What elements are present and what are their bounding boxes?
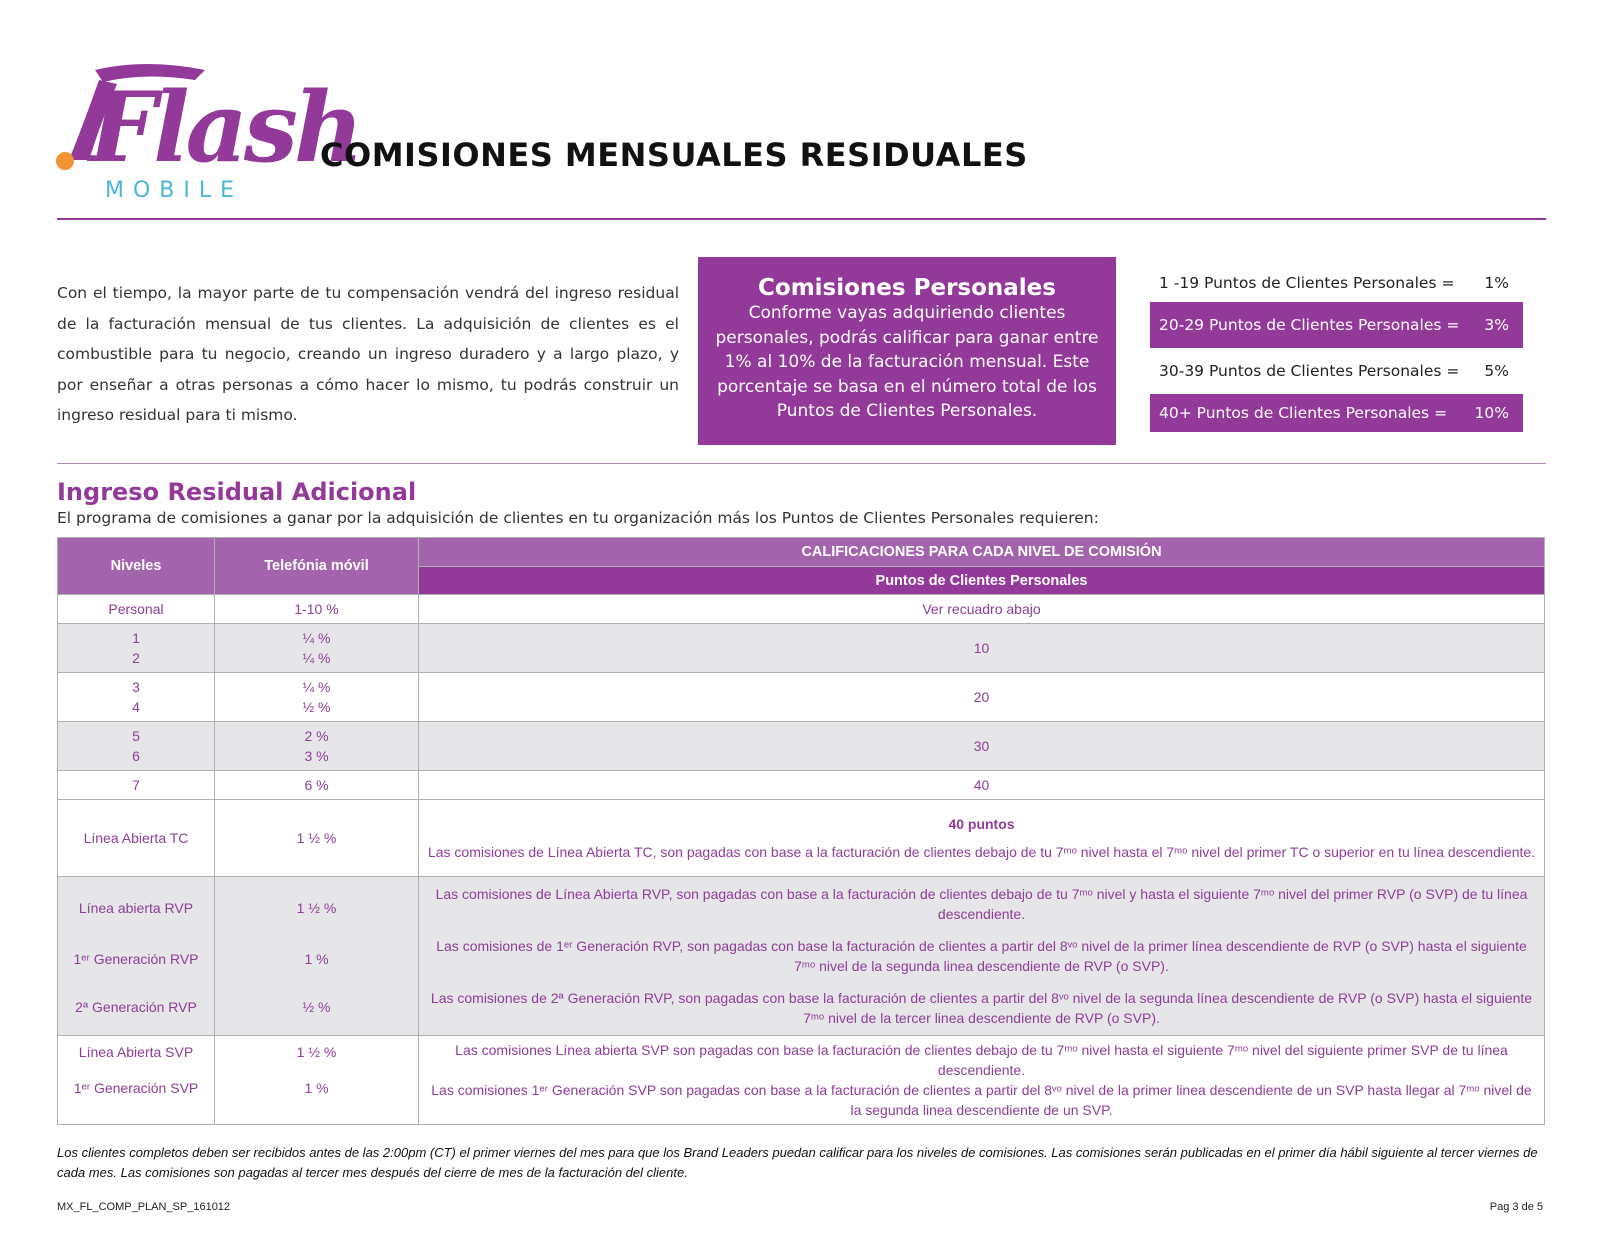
cell-nivel (58, 877, 215, 1036)
page-title: COMISIONES MENSUALES RESIDUALES (320, 136, 1028, 174)
nivel-value: 1 (132, 630, 140, 646)
nivel-value: 2ª Generación RVP (75, 999, 197, 1015)
svp-description: Las comisiones Línea abierta SVP son pagadas con base la facturación de clientes debajo de tu 7ᵐᵒ nivel hasta el siguiente 7ᵐᵒ nivel del siguiente primer SVP de tu línea descendiente. (455, 1042, 1508, 1078)
telefonia-value: ½ % (302, 699, 331, 715)
nivel-value: 6 (132, 748, 140, 764)
tc-description: Las comisiones de Línea Abierta TC, son pagadas con base a la facturación de clientes debajo de tu 7ᵐᵒ nivel hasta el 7ᵐᵒ nivel del primer TC o superior en tu línea descendiente. (427, 844, 1536, 860)
commission-table (57, 537, 1545, 1125)
tier-label: 30-39 Puntos de Clientes Personales = (1159, 362, 1460, 380)
cell-nivel: Personal (58, 595, 215, 624)
rvp-description: Las comisiones de 2ª Generación RVP, son pagadas con base la facturación de clientes a partir del 8ᵛᵒ nivel de la segunda línea descendiente de RVP (o SVP) hasta el siguiente 7ᵐᵒ nivel de la tercer linea descendiente de RVP (o SVP). (430, 990, 1533, 1026)
rvp-description: Las comisiones de 1ᵉʳ Generación RVP, son pagadas con base la facturación de clientes a partir del 8ᵛᵒ nivel de la primer línea descendiente de RVP (o SVP) hasta el siguiente 7ᵐᵒ nivel de la segunda linea descendiente de RVP (o SVP). (436, 938, 1527, 974)
telefonia-value: 1 ½ % (296, 1044, 337, 1060)
promo-body: Conforme vayas adquiriendo clientes personales, podrás calificar para ganar entre 1% al 10% de la facturación mensual. Este porcentaje se basa en el número total de los Puntos de Clientes Personales. (715, 303, 1099, 421)
cell-description (419, 877, 1545, 1036)
nivel-value: Línea abierta RVP (78, 900, 194, 916)
tier-row (1150, 394, 1523, 432)
personal-commissions-box (698, 257, 1116, 445)
logo-wordmark: Flash (89, 71, 360, 184)
cell-telefonia (215, 1036, 419, 1125)
cell-telefonia: 1 ½ % (215, 800, 419, 877)
telefonia-value: ¼ % (302, 630, 331, 646)
nivel-value: 1ᵉʳ Generación RVP (73, 951, 199, 967)
telefonia-value: 1 % (304, 1080, 329, 1096)
tier-value: 3% (1484, 316, 1509, 334)
table-row (58, 595, 1545, 624)
telefonia-value: 3 % (304, 748, 329, 764)
table-row (58, 624, 1545, 673)
cell-telefonia: 6 % (215, 771, 419, 800)
tier-value: 10% (1474, 404, 1509, 422)
tier-value: 1% (1484, 274, 1509, 292)
section-divider (57, 463, 1546, 464)
tier-row (1150, 348, 1523, 394)
nivel-value: 3 (132, 679, 140, 695)
nivel-value: 5 (132, 728, 140, 744)
table-row-group-rvp (58, 877, 1545, 1036)
cell-puntos: 40 (419, 771, 1545, 800)
cell-puntos: Ver recuadro abajo (419, 595, 1545, 624)
tier-label: 40+ Puntos de Clientes Personales = (1159, 404, 1448, 422)
cell-nivel (58, 1036, 215, 1125)
cell-puntos: 10 (419, 624, 1545, 673)
header-niveles: Niveles (58, 538, 215, 595)
tier-row (1150, 302, 1523, 348)
tier-label: 1 -19 Puntos de Clientes Personales = (1159, 274, 1455, 292)
cell-puntos: 20 (419, 673, 1545, 722)
telefonia-value: 2 % (304, 728, 329, 744)
promo-title: Comisiones Personales (758, 275, 1056, 301)
cell-telefonia (215, 673, 419, 722)
nivel-value: 4 (132, 699, 140, 715)
footer-note: Los clientes completos deben ser recibidos antes de las 2:00pm (CT) el primer viernes del mes para que los Brand Leaders puedan calificar para los niveles de comisiones. Las comisiones serán publicadas en el primer día hábil siguiente al tercer viernes de cada mes. Las comisiones son pagadas al tercer mes después del cierre de mes de la facturación del cliente. (57, 1145, 1538, 1180)
cell-description (419, 1036, 1545, 1125)
table-row (58, 722, 1545, 771)
cell-nivel (58, 673, 215, 722)
svp-description: Las comisiones 1ᵉʳ Generación SVP son pagadas con base a la facturación de clientes a partir del 8ᵛᵒ nivel de la primer linea descendiente de un SVP hasta llegar al 7ᵐᵒ nivel de la segunda linea descendiente de un SVP. (431, 1082, 1532, 1118)
telefonia-value: ¼ % (302, 650, 331, 666)
telefonia-value: ¼ % (302, 679, 331, 695)
header-divider (57, 218, 1546, 220)
document-code: MX_FL_COMP_PLAN_SP_161012 (57, 1201, 231, 1213)
intro-paragraph: Con el tiempo, la mayor parte de tu compensación vendrá del ingreso residual de la facturación mensual de tus clientes. La adquisición de clientes es el combustible para tu negocio, creando un ingreso duradero y a largo plazo, y por enseñar a otras personas a cómo hacer lo mismo, tu podrás construir un ingreso residual para ti mismo. (57, 284, 679, 424)
page-number: Pag 3 de 5 (1489, 1201, 1543, 1213)
logo-dot (56, 152, 74, 170)
tier-row (1150, 264, 1523, 302)
cell-telefonia (215, 877, 419, 1036)
cell-telefonia (215, 722, 419, 771)
header-calificaciones: CALIFICACIONES PARA CADA NIVEL DE COMISIÓN (419, 538, 1545, 567)
nivel-value: 2 (132, 650, 140, 666)
telefonia-value: ½ % (302, 999, 331, 1015)
rvp-description: Las comisiones de Línea Abierta RVP, son pagadas con base a la facturación de clientes debajo de tu 7ᵐᵒ nivel y hasta el siguiente 7ᵐᵒ nivel del primer RVP (o SVP) de tu línea descendiente. (435, 886, 1528, 922)
cell-nivel (58, 722, 215, 771)
cell-telefonia: 1-10 % (215, 595, 419, 624)
cell-nivel: Línea Abierta TC (58, 800, 215, 877)
logo-subtitle: MOBILE (105, 178, 244, 203)
cell-nivel: 7 (58, 771, 215, 800)
section-subtitle: El programa de comisiones a ganar por la adquisición de clientes en tu organización más los Puntos de Clientes Personales requieren: (57, 509, 1099, 527)
section-title: Ingreso Residual Adicional (57, 478, 417, 506)
telefonia-value: 1 ½ % (296, 900, 337, 916)
tc-points: 40 puntos (948, 816, 1015, 832)
commission-tiers (1150, 264, 1523, 432)
nivel-value: Línea Abierta SVP (78, 1044, 194, 1060)
tier-label: 20-29 Puntos de Clientes Personales = (1159, 316, 1460, 334)
cell-nivel (58, 624, 215, 673)
table-row (58, 771, 1545, 800)
table-row (58, 673, 1545, 722)
header-telefonia: Telefónia móvil (215, 538, 419, 595)
telefonia-value: 1 % (304, 951, 329, 967)
header-puntos: Puntos de Clientes Personales (419, 567, 1545, 595)
cell-telefonia (215, 624, 419, 673)
cell-puntos: 30 (419, 722, 1545, 771)
table-row-group-svp (58, 1036, 1545, 1125)
nivel-value: 1ᵉʳ Generación SVP (73, 1080, 199, 1096)
tier-value: 5% (1484, 362, 1509, 380)
cell-description (419, 800, 1545, 877)
table-row (58, 800, 1545, 877)
flash-mobile-logo (55, 60, 360, 210)
